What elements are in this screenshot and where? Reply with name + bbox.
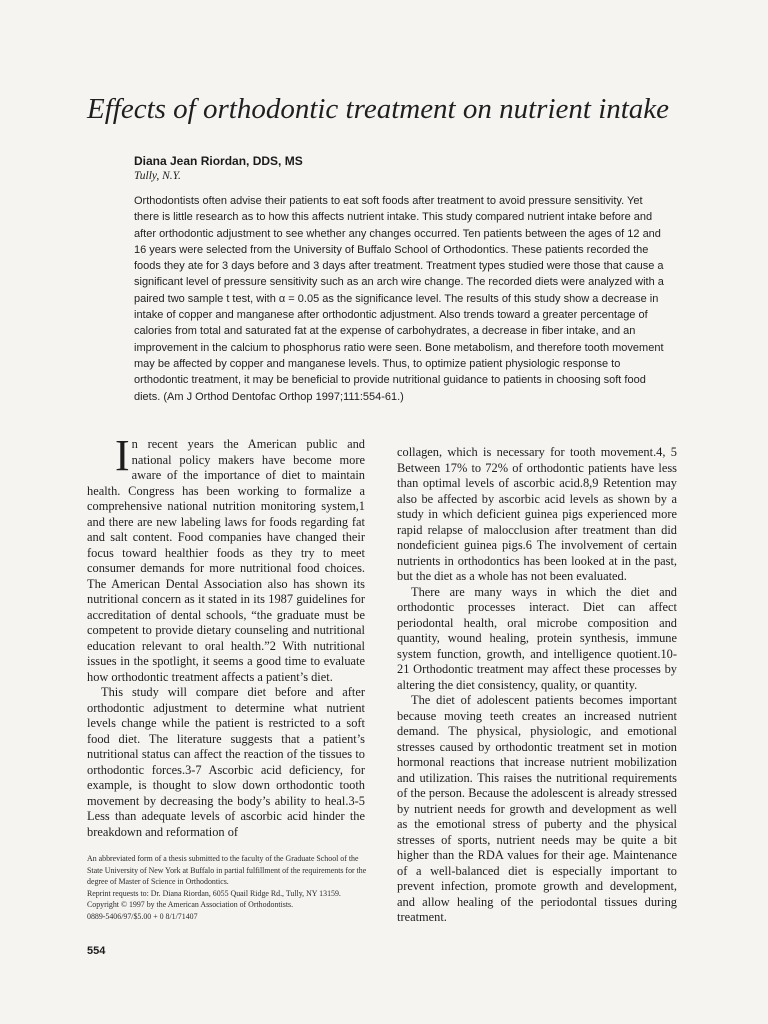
article-title: Effects of orthodontic treatment on nutrient intake xyxy=(87,93,670,125)
page-number: 554 xyxy=(87,945,106,957)
body-paragraph xyxy=(87,431,365,685)
footnote-copyright: Copyright © 1997 by the American Association of Orthodontists. xyxy=(87,900,294,910)
body-paragraph: This study will compare diet before and after orthodontic adjustment to determine what nutrient levels change while the patient is restricted to a soft food diet. The literature suggests that a patient’s nutritional status can affect the reaction of the tissues to orthodontic forces.3-7 Ascorbic acid deficiency, for example, is thought to slow down orthodontic tooth movement by decreasing the body’s ability to heal.3-5 Less than adequate levels of ascorbic acid hinder the breakdown and reformation of xyxy=(87,685,365,839)
author-name: Diana Jean Riordan, DDS, MS xyxy=(134,154,303,168)
abstract: Orthodontists often advise their patients to eat soft foods after treatment to avoid pressure sensitivity. Yet there is little research as to how this affects nutrient intake. This study compared nutrient intake before and after orthodontic adjustment to see whether any changes occurred. Ten patients between the ages of 12 and 16 years were selected from the University of Buffalo School of Orthodontics. These patients recorded the foods they ate for 3 days before and 3 days after treatment. Treatment types studied were those that cause a significant level of pressure sensitivity such as an arch wire change. The recorded diets were analyzed with a paired two sample t test, with α = 0.05 as the significance level. The results of this study show a decrease in intake of copper and manganese after orthodontic adjustment. Also trends toward a greater percentage of calories from total and saturated fat at the expense of carbohydrates, a decrease in fiber intake, and an improvement in the calcium to phosphorus ratio were seen. Bone metabolism, and therefore tooth movement may be affected by copper and manganese levels. Thus, to optimize patient physiologic response to orthodontic treatment, it may be beneficial to provide nutritional guidance to patients in choosing soft food diets. (Am J Orthod Dentofac Orthop 1997;111:554-61.) xyxy=(134,195,664,403)
author-affiliation: Tully, N.Y. xyxy=(134,170,181,182)
footnote-thesis-note: An abbreviated form of a thesis submitted to the faculty of the Graduate School of the State University of New York at Buffalo in partial fulfillment of the requirements for the degree of Master of Science in Orthodontics. xyxy=(87,854,367,887)
body-column-right xyxy=(397,445,677,926)
paragraph-text: n recent years the American public and national policy makers have become more aware of the importance of diet to maintain health. Congress has been working to formalize a comprehensive national nutrition monitoring system,1 and there are new labeling laws for foods regarding fat and salt content. Food companies have changed their focus toward healthier foods as they try to meet consumer demands for more nutritional food choices. The American Dental Association also has shown its nutritional concern as it stated in its 1987 guidelines for accreditation of dental schools, “the graduate must be competent to provide dietary counseling and nutritional education relevant to oral health.”2 With nutritional issues in the spotlight, it seems a good time to evaluate how orthodontic treatment affects a patient’s diet. xyxy=(87,437,365,684)
body-paragraph: collagen, which is necessary for tooth movement.4, 5 Between 17% to 72% of orthodontic patients have less than optimal levels of ascorbic acid.8,9 Retention may also be affected by ascorbic acid levels as shown by a study in which deficient guinea pigs experienced more rapid relapse of malocclusion after treatment than did nondeficient guinea pigs.6 The involvement of certain nutrients in orthodontics has been looked at in the past, but the diet as a whole has not been evaluated. xyxy=(397,445,677,583)
footnote xyxy=(87,853,367,923)
body-paragraph: There are many ways in which the diet and orthodontic processes interact. Diet can affect periodontal health, oral microbe composition and quantity, wound healing, protein synthesis, immune system function, growth, and intelligence quotient.10-21 Orthodontic treatment may affect these processes by altering the diet consistency, quality, or quantity. xyxy=(397,584,677,692)
drop-cap: I xyxy=(115,431,130,480)
body-paragraph: The diet of adolescent patients becomes important because moving teeth creates an increased nutrient demand. The physical, physiologic, and emotional stresses caused by orthodontic treatment set in motion hormonal reactions that increase nutrient mobilization and utilization. This raises the nutritional requirements of the person. Because the adolescent is already stressed by nutrient needs for growth and development as well as the emotional stress of puberty and the physical stresses of sports, nutrient needs may be quite a bit higher than the RDA values for their age. Maintenance of a well-balanced diet is especially important to prevent infection, promote growth and development, and allow healing of the periodontal tissues during treatment. xyxy=(397,693,677,924)
footnote-reprint: Reprint requests to: Dr. Diana Riordan, 6055 Quail Ridge Rd., Tully, NY 13159. xyxy=(87,888,341,898)
footnote-code: 0889-5406/97/$5.00 + 0 8/1/71407 xyxy=(87,911,198,921)
body-column-left xyxy=(87,431,365,840)
